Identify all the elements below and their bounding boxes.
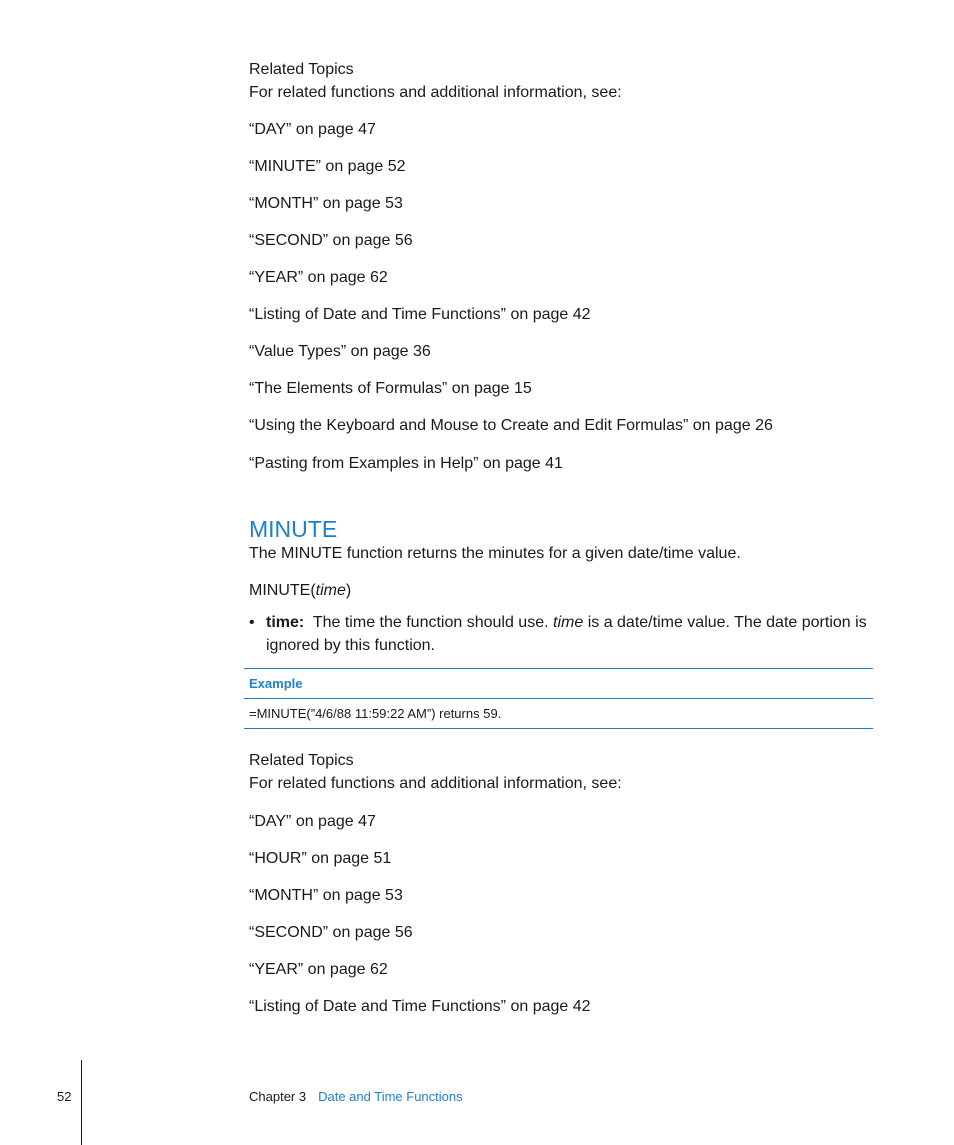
example-formula: =MINUTE(”4/6/88 11:59:22 AM”) returns 59. [249,706,502,721]
minute-description: The MINUTE function returns the minutes for a given date/time value. [249,545,741,562]
related-link-year-2[interactable]: “YEAR” on page 62 [249,961,388,978]
argument-desc-part2: is a date/time value. The date portion is ignored by this function. [266,614,867,654]
syntax-close-paren: ) [345,582,352,599]
related-link-listing[interactable]: “Listing of Date and Time Functions” on page 42 [249,306,591,323]
argument-label: time: [266,614,305,631]
argument-desc-part1: The time the function should use. [312,614,549,631]
argument-text [266,611,869,657]
example-table [244,668,873,729]
syntax-argument: time [315,582,346,599]
related-link-month[interactable]: “MONTH” on page 53 [249,195,403,212]
related-link-listing-2[interactable]: “Listing of Date and Time Functions” on page 42 [249,998,591,1015]
related-link-day-2[interactable]: “DAY” on page 47 [249,813,376,830]
related-topics-intro: For related functions and additional information, see: [249,84,622,101]
minute-syntax [249,581,351,601]
related-link-pasting[interactable]: “Pasting from Examples in Help” on page 41 [249,455,563,472]
argument-desc-italic: time [553,614,584,631]
related-link-second-2[interactable]: “SECOND” on page 56 [249,924,413,941]
related-link-second[interactable]: “SECOND” on page 56 [249,232,413,249]
related-topics-heading-2: Related Topics [249,752,354,769]
related-link-minute[interactable]: “MINUTE” on page 52 [249,158,406,175]
minute-heading: MINUTE [249,516,338,542]
example-bottom-rule [244,728,873,729]
footer-chapter [249,1089,463,1105]
related-link-keyboard-mouse[interactable]: “Using the Keyboard and Mouse to Create and Edit Formulas” on page 26 [249,417,773,434]
page-number: 52 [57,1089,72,1104]
argument-bullet [249,611,869,657]
footer-divider [81,1060,82,1145]
example-heading: Example [249,676,303,691]
related-topics-heading: Related Topics [249,61,354,78]
chapter-label: Chapter 3 [249,1089,307,1104]
syntax-open-paren: ( [310,582,316,599]
related-link-elements[interactable]: “The Elements of Formulas” on page 15 [249,380,532,397]
chapter-title: Date and Time Functions [318,1089,463,1104]
related-link-value-types[interactable]: “Value Types” on page 36 [249,343,431,360]
bullet-dot-icon: • [249,614,255,631]
related-topics-intro-2: For related functions and additional information, see: [249,775,622,792]
syntax-function-name: MINUTE [249,582,311,599]
related-link-year[interactable]: “YEAR” on page 62 [249,269,388,286]
related-link-month-2[interactable]: “MONTH” on page 53 [249,887,403,904]
related-link-hour-2[interactable]: “HOUR” on page 51 [249,850,392,867]
related-link-day[interactable]: “DAY” on page 47 [249,121,376,138]
